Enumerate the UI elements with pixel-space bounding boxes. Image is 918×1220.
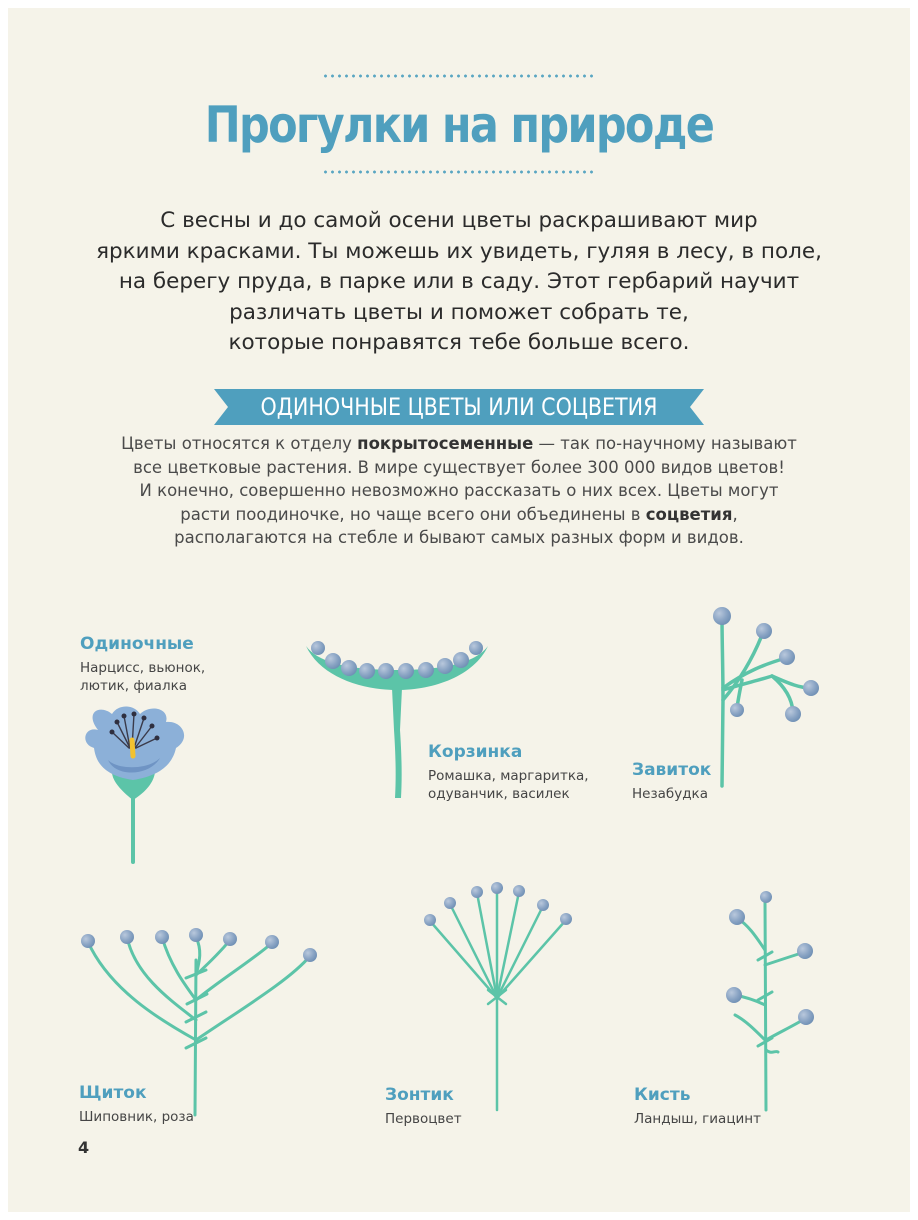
type-name: Одиночные <box>80 634 194 654</box>
type-name: Щиток <box>79 1083 147 1103</box>
curl-illustration <box>713 607 819 786</box>
intro-line: различать цветы и поможет собрать те, <box>229 299 689 325</box>
type-single <box>80 634 205 695</box>
paragraph-text: , <box>732 504 738 524</box>
example-line: Ромашка, маргаритка, <box>428 768 589 784</box>
section-heading: ОДИНОЧНЫЕ ЦВЕТЫ ИЛИ СОЦВЕТИЯ <box>260 393 658 421</box>
intro-line: С весны и до самой осени цветы раскрашивают мир <box>160 208 758 233</box>
type-name: Кисть <box>634 1085 691 1105</box>
intro-line: которые понравятся тебе больше всего. <box>228 330 690 355</box>
example-line: Нарцисс, вьюнок, <box>80 660 206 676</box>
intro-line: на берегу пруда, в парке или в саду. Этот гербарий научит <box>118 269 800 294</box>
type-basket <box>428 742 589 803</box>
type-name: Завиток <box>632 760 712 780</box>
type-curl <box>632 760 711 803</box>
raceme-illustration <box>726 891 814 1110</box>
paragraph-text: расти поодиночке, но чаще всего они объединены в <box>180 504 646 524</box>
single-flower-illustration <box>85 707 184 863</box>
paragraph-text: — так по-научному называют <box>533 434 797 453</box>
paragraph-text: Цветы относятся к отделу <box>121 434 358 453</box>
example-line: Ландыш, гиацинт <box>634 1111 761 1127</box>
page-number: 4 <box>78 1138 90 1157</box>
paragraph-line: И конечно, совершенно невозможно рассказать о них всех. Цветы могут <box>139 481 779 501</box>
type-raceme <box>634 1085 761 1128</box>
type-examples <box>385 1110 462 1128</box>
page-title: Прогулки на природе <box>204 96 714 154</box>
example-line: лютик, фиалка <box>80 678 188 694</box>
type-examples <box>79 1108 194 1126</box>
type-examples <box>632 785 711 803</box>
umbel-illustration <box>424 882 572 1110</box>
paragraph-line: располагаются на стебле и бывают самых разных форм и видов. <box>174 528 744 548</box>
paragraph-line: все цветковые растения. В мире существует более 300 000 видов цветов! <box>133 457 785 477</box>
intro-line: яркими красками. Ты можешь их увидеть, гуляя в лесу, в поле, <box>96 238 822 264</box>
example-line: Первоцвет <box>385 1111 462 1127</box>
term-inflorescence: соцветия <box>645 504 733 524</box>
type-examples <box>634 1110 761 1128</box>
type-name: Зонтик <box>385 1085 454 1105</box>
type-name: Корзинка <box>428 742 523 762</box>
type-examples <box>80 659 205 695</box>
type-examples <box>428 767 589 803</box>
example-line: Шиповник, роза <box>79 1109 194 1125</box>
example-line: Незабудка <box>632 786 708 802</box>
type-corymb <box>79 1083 194 1126</box>
example-line: одуванчик, василек <box>428 786 570 802</box>
type-umbel <box>385 1085 462 1128</box>
term-angiosperms: покрытосеменные <box>357 434 534 453</box>
